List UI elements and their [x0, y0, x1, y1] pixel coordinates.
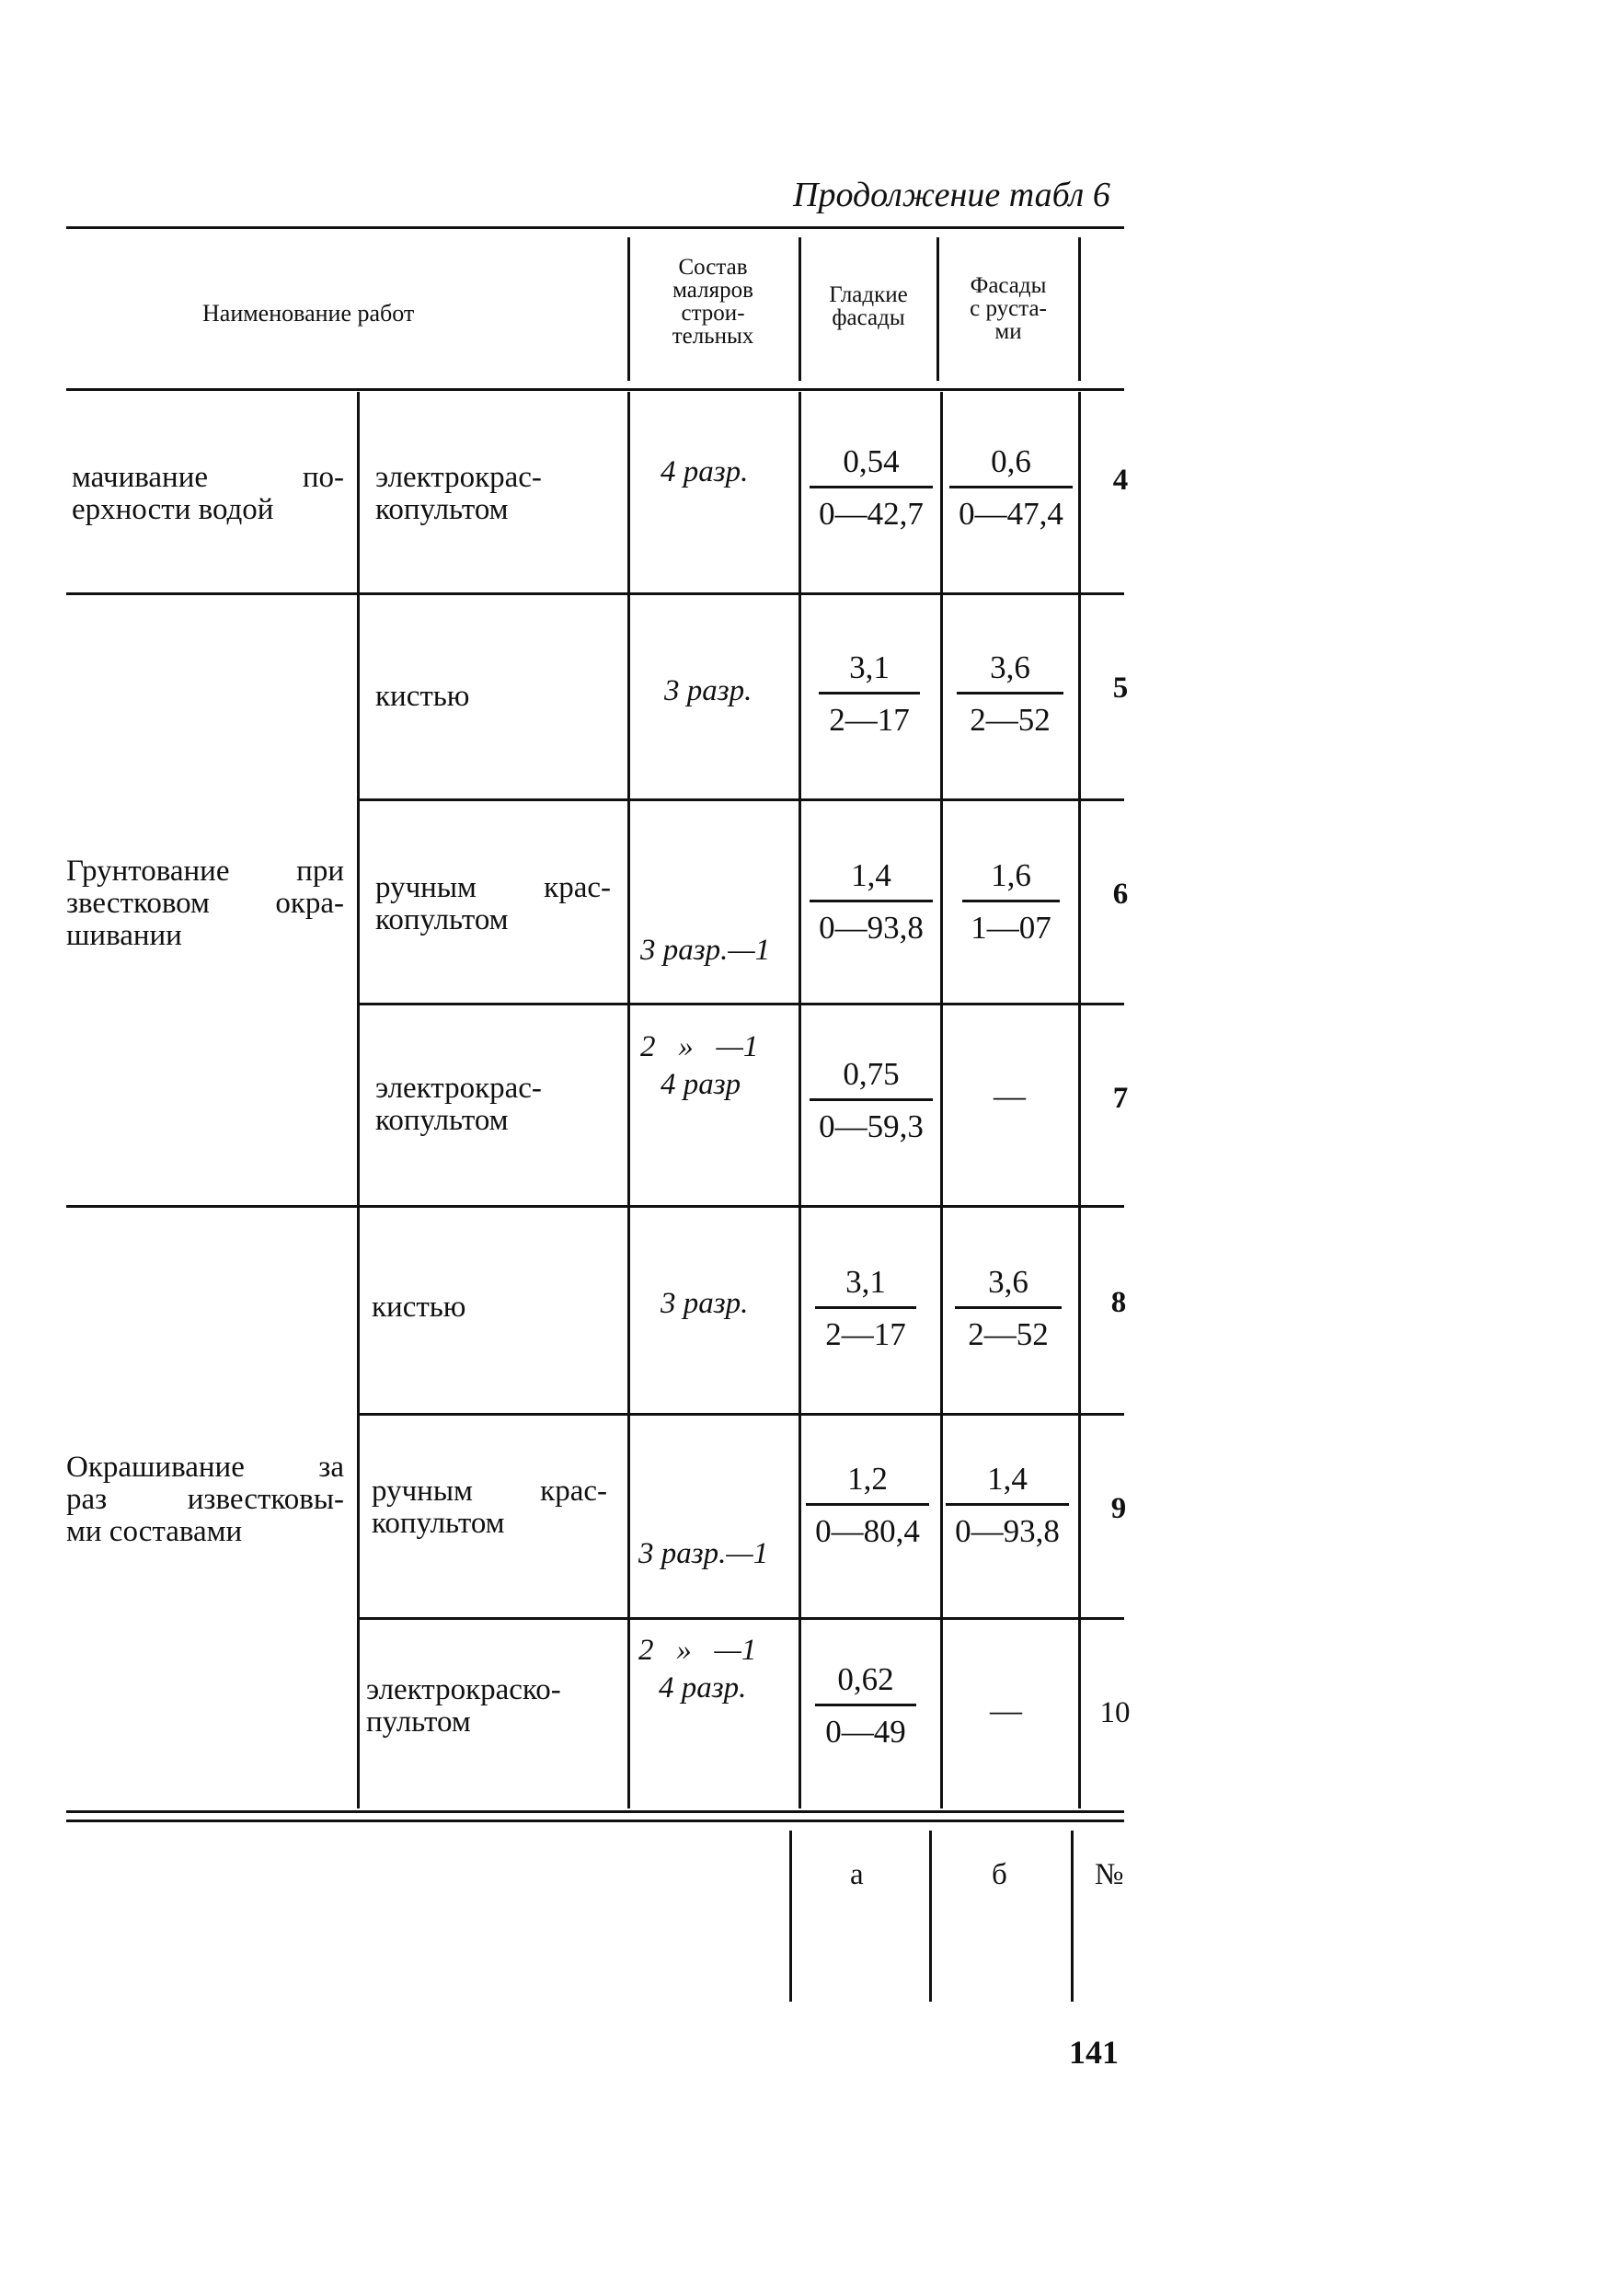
- composition-line: 3 разр.—1: [638, 1537, 769, 1570]
- body-vline-0: [357, 392, 360, 1808]
- header-rusticated: [944, 274, 1073, 343]
- group-name-line: Грунтование при: [66, 855, 344, 888]
- method-line: ручным крас-: [372, 1475, 607, 1508]
- method-line: копультом: [375, 493, 509, 526]
- group-name-line: раз известковы-: [66, 1483, 344, 1516]
- header-composition-line: тельных: [672, 324, 754, 349]
- composition-line: 2 » —1: [640, 1030, 759, 1063]
- value-numerator: 1,2: [806, 1461, 929, 1506]
- group-name-1: [72, 462, 344, 526]
- row-method: [372, 1475, 607, 1540]
- footer-col-a: а: [850, 1858, 864, 1891]
- value-numerator: 3,6: [957, 649, 1063, 695]
- value-smooth: [815, 1661, 916, 1751]
- method-line: электрокрас-: [375, 461, 542, 494]
- header-composition-line: строи-: [681, 301, 745, 326]
- value-numerator: 0,62: [815, 1661, 916, 1706]
- value-denominator: 2—17: [825, 1316, 906, 1352]
- row-number: 7: [1112, 1082, 1129, 1115]
- group-name-line: Окрашивание за: [66, 1451, 344, 1484]
- composition-line: 3 разр.: [661, 1287, 749, 1320]
- hdr-vline-3: [936, 237, 939, 381]
- value-numerator: 3,1: [819, 649, 920, 695]
- body-vline-2: [798, 392, 801, 1808]
- value-denominator: 0—93,8: [819, 910, 924, 946]
- hdr-vline-1: [627, 237, 630, 381]
- header-smooth: [806, 283, 931, 329]
- value-smooth: [819, 649, 920, 739]
- footer-vline-2: [929, 1831, 932, 2002]
- row-composition: [659, 1672, 746, 1705]
- group-name-line: ерхности водой: [72, 493, 274, 526]
- row-number: 6: [1112, 878, 1129, 911]
- rule-table-bottom-2: [66, 1820, 1124, 1822]
- row-composition: [661, 1069, 741, 1101]
- value-numerator: 3,6: [955, 1264, 1062, 1309]
- rule-header-bottom: [66, 388, 1124, 391]
- row-number: 9: [1110, 1492, 1127, 1525]
- composition-line: 2 » —1: [638, 1634, 757, 1667]
- row-number: 8: [1110, 1286, 1127, 1319]
- body-vline-1: [627, 392, 630, 1808]
- value-denominator: 2—52: [970, 702, 1051, 738]
- value-numerator: 1,6: [962, 857, 1060, 902]
- row-method: [375, 462, 611, 526]
- value-rusticated-dash: —: [994, 1078, 1026, 1114]
- header-composition-line: маляров: [672, 278, 753, 303]
- hdr-vline-4: [1078, 237, 1081, 381]
- value-numerator: 0,6: [949, 443, 1073, 488]
- rule-top: [66, 226, 1124, 229]
- value-denominator: 0—47,4: [959, 496, 1063, 532]
- value-denominator: 1—07: [971, 910, 1051, 946]
- row-method: [375, 1073, 611, 1137]
- footer-vline-3: [1071, 1831, 1074, 2002]
- value-denominator: 0—59,3: [819, 1108, 924, 1144]
- rule-table-bottom: [66, 1810, 1124, 1813]
- hdr-vline-2: [798, 237, 801, 381]
- value-rusticated: [957, 649, 1063, 739]
- row-composition: [640, 870, 770, 1096]
- row-composition: [664, 675, 752, 707]
- value-rusticated: [955, 1264, 1062, 1353]
- group-name-line: звестковом окра-: [66, 887, 344, 920]
- row-number: 10: [1099, 1696, 1131, 1729]
- composition-line: 4 разр: [661, 1068, 741, 1101]
- method-line: электрокрас-: [375, 1072, 542, 1105]
- value-rusticated: [962, 857, 1060, 947]
- method-line: кистью: [375, 680, 470, 713]
- header-composition-line: Состав: [678, 255, 748, 280]
- value-numerator: 0,75: [810, 1056, 933, 1101]
- value-denominator: 2—52: [968, 1316, 1049, 1352]
- header-name: Наименование работ: [202, 300, 415, 327]
- value-rusticated: [946, 1461, 1069, 1550]
- value-numerator: 3,1: [815, 1264, 916, 1309]
- group-name-line: ми составами: [66, 1515, 243, 1548]
- group-name-2: [66, 855, 344, 952]
- rule-row: [357, 798, 1124, 801]
- value-rusticated-dash: —: [990, 1693, 1022, 1728]
- row-method: [372, 1292, 607, 1324]
- value-numerator: 1,4: [810, 857, 933, 902]
- rule-group-1: [66, 592, 1124, 595]
- value-smooth: [806, 1461, 929, 1550]
- value-smooth: [810, 443, 933, 533]
- method-line: копультом: [375, 903, 509, 936]
- composition-line: 4 разр.: [659, 1671, 747, 1705]
- method-line: кистью: [372, 1291, 466, 1324]
- group-name-3: [66, 1452, 344, 1548]
- method-line: пультом: [366, 1705, 471, 1739]
- value-denominator: 0—49: [825, 1714, 906, 1750]
- value-rusticated: [949, 443, 1073, 533]
- footer-vline-1: [789, 1831, 792, 2002]
- row-method: [366, 1674, 615, 1739]
- method-line: электрокраско-: [366, 1673, 561, 1706]
- rule-row: [357, 1413, 1124, 1416]
- value-denominator: 2—17: [829, 702, 910, 738]
- row-composition: [638, 1474, 768, 1699]
- method-line: копультом: [375, 1104, 509, 1137]
- header-rusticated-line: с руста-: [970, 296, 1047, 321]
- composition-line: 3 разр.—1: [640, 934, 771, 967]
- row-number: 5: [1112, 672, 1129, 705]
- composition-line: 3 разр.: [664, 674, 753, 707]
- method-line: копультом: [372, 1507, 505, 1540]
- value-smooth: [810, 1056, 933, 1145]
- group-name-line: мачивание по-: [72, 461, 344, 494]
- body-vline-4: [1078, 392, 1081, 1808]
- header-composition: [635, 256, 791, 348]
- header-smooth-line: фасады: [832, 305, 905, 330]
- group-name-line: шивании: [66, 919, 182, 952]
- value-numerator: 0,54: [810, 443, 933, 488]
- row-composition: [661, 456, 748, 488]
- row-number: 4: [1112, 464, 1129, 497]
- value-denominator: 0—42,7: [819, 496, 924, 532]
- row-composition: [661, 1288, 748, 1320]
- rule-group-2: [66, 1205, 1124, 1208]
- footer-col-no: №: [1095, 1858, 1124, 1891]
- value-denominator: 0—93,8: [955, 1513, 1060, 1549]
- footer-col-b: б: [992, 1858, 1007, 1891]
- value-denominator: 0—80,4: [815, 1513, 920, 1549]
- value-smooth: [810, 857, 933, 947]
- value-smooth: [815, 1264, 916, 1353]
- header-rusticated-line: Фасады: [970, 273, 1047, 298]
- page-number: 141: [1069, 2034, 1119, 2071]
- composition-line: 4 разр.: [661, 455, 749, 488]
- header-smooth-line: Гладкие: [829, 282, 908, 307]
- value-numerator: 1,4: [946, 1461, 1069, 1506]
- method-line: ручным крас-: [375, 871, 611, 904]
- body-vline-3: [940, 392, 943, 1808]
- row-method: [375, 872, 611, 936]
- row-method: [375, 681, 611, 713]
- header-rusticated-line: ми: [994, 319, 1022, 344]
- table-caption: Продолжение табл 6: [793, 176, 1110, 214]
